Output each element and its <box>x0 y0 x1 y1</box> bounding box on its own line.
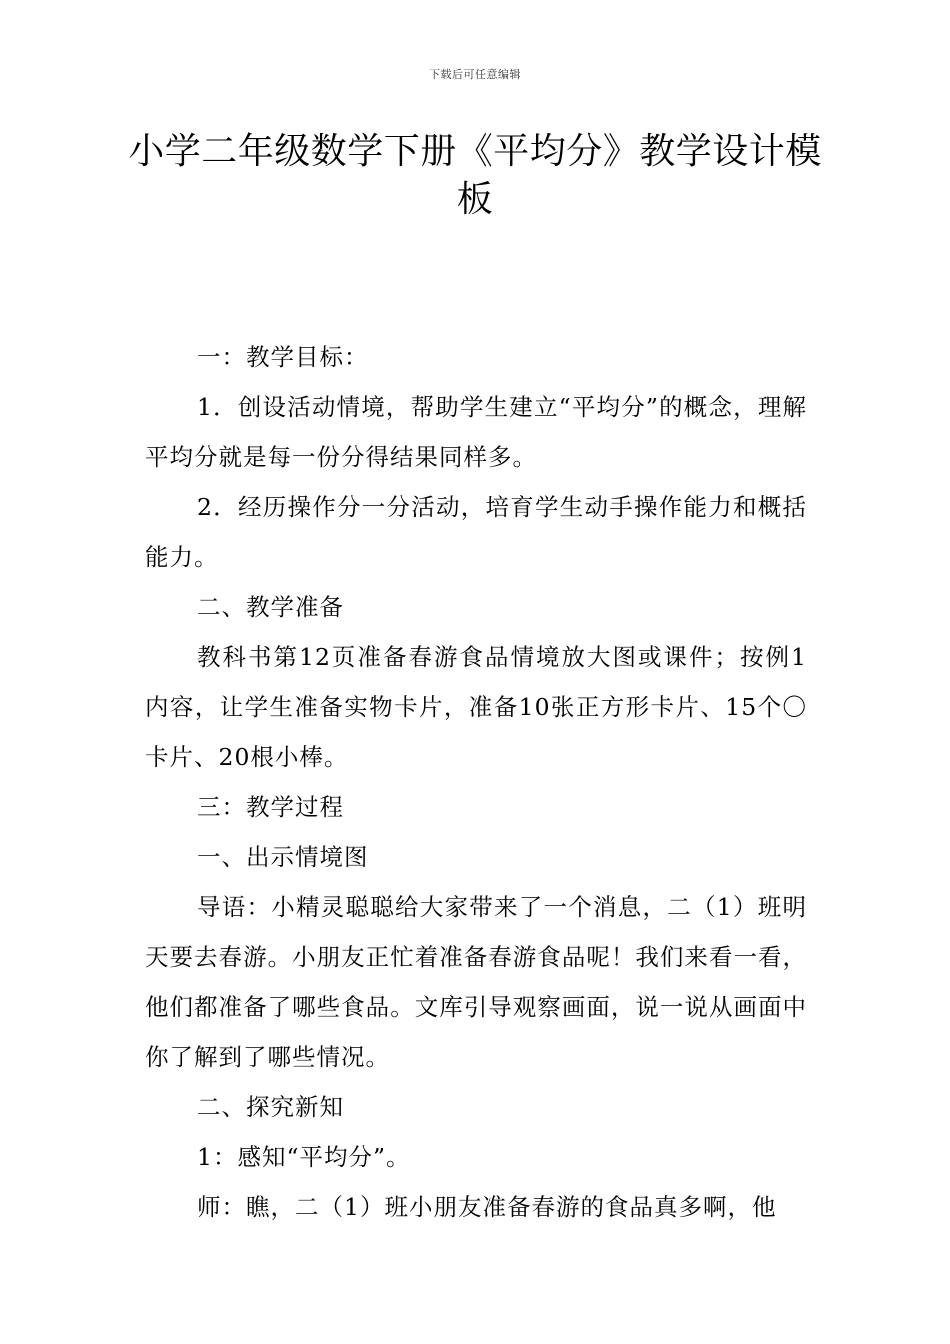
document-title: 小学二年级数学下册《平均分》教学设计模板 <box>128 131 822 220</box>
subheading-show-scene: 一、出示情境图 <box>197 843 369 871</box>
heading-teaching-goals: 一：教学目标： <box>197 343 369 371</box>
document-body <box>145 332 807 1232</box>
introduction-text: 导语：小精灵聪聪给大家带来了一个消息，二（1）班明天要去春游。小朋友正忙着准备春游食品呢！我们来看一看，他们都准备了哪些食品。文库引导观察画面，说一说从画面中你了解到了哪些情况。 <box>145 893 807 1071</box>
heading-teaching-preparation: 二、教学准备 <box>197 593 344 621</box>
teacher-dialogue: 师：瞧，二（1）班小朋友准备春游的食品真多啊，他 <box>197 1193 777 1221</box>
heading-teaching-process: 三：教学过程 <box>197 793 344 821</box>
preparation-text: 教科书第12页准备春游食品情境放大图或课件；按例1内容，让学生准备实物卡片，准备10张正方形卡片、15个〇卡片、20根小棒。 <box>145 643 807 771</box>
header-note: 下载后可任意编辑 <box>429 68 521 81</box>
subheading-explore-new-knowledge: 二、探究新知 <box>197 1093 344 1121</box>
goal-item-1: 1．创设活动情境，帮助学生建立“平均分”的概念，理解平均分就是每一份分得结果同样多。 <box>145 393 807 471</box>
item-perceive-average: 1：感知“平均分”。 <box>197 1143 411 1171</box>
goal-item-2: 2．经历操作分一分活动，培育学生动手操作能力和概括能力。 <box>145 493 807 571</box>
